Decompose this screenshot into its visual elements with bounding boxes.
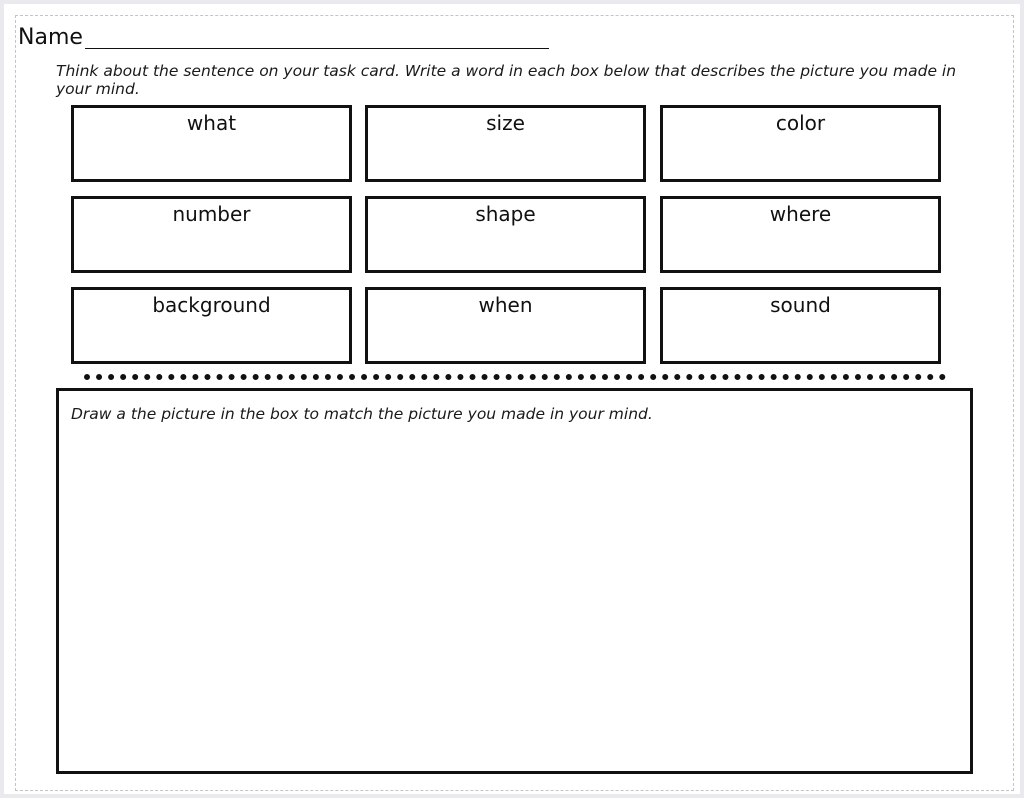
word-box-label: when	[478, 293, 533, 317]
word-box-shape[interactable]	[365, 196, 646, 273]
word-box-label: sound	[770, 293, 831, 317]
word-box-label: what	[186, 111, 237, 135]
word-box-background[interactable]	[71, 287, 352, 364]
word-box-color[interactable]	[660, 105, 941, 182]
word-box-label: color	[775, 111, 826, 135]
drawing-instructions: Draw a the picture in the box to match the picture you made in your mind.	[71, 405, 653, 423]
word-box-where[interactable]	[660, 196, 941, 273]
word-box-label: shape	[475, 202, 536, 226]
name-write-line[interactable]	[85, 48, 549, 49]
word-box-label: size	[486, 111, 525, 135]
worksheet-page	[4, 4, 1020, 794]
drawing-area[interactable]	[56, 388, 973, 774]
word-box-label: background	[152, 293, 271, 317]
word-box-size[interactable]	[365, 105, 646, 182]
word-box-label: number	[172, 202, 251, 226]
word-box-number[interactable]	[71, 196, 352, 273]
instructions-text: Think about the sentence on your task card. Write a word in each box below that describes the picture you made in your mind.	[56, 62, 957, 98]
dotted-divider	[84, 374, 946, 380]
word-box-label: where	[769, 202, 832, 226]
word-box-sound[interactable]	[660, 287, 941, 364]
word-box-what[interactable]	[71, 105, 352, 182]
word-box-when[interactable]	[365, 287, 646, 364]
name-label: Name	[18, 25, 83, 50]
